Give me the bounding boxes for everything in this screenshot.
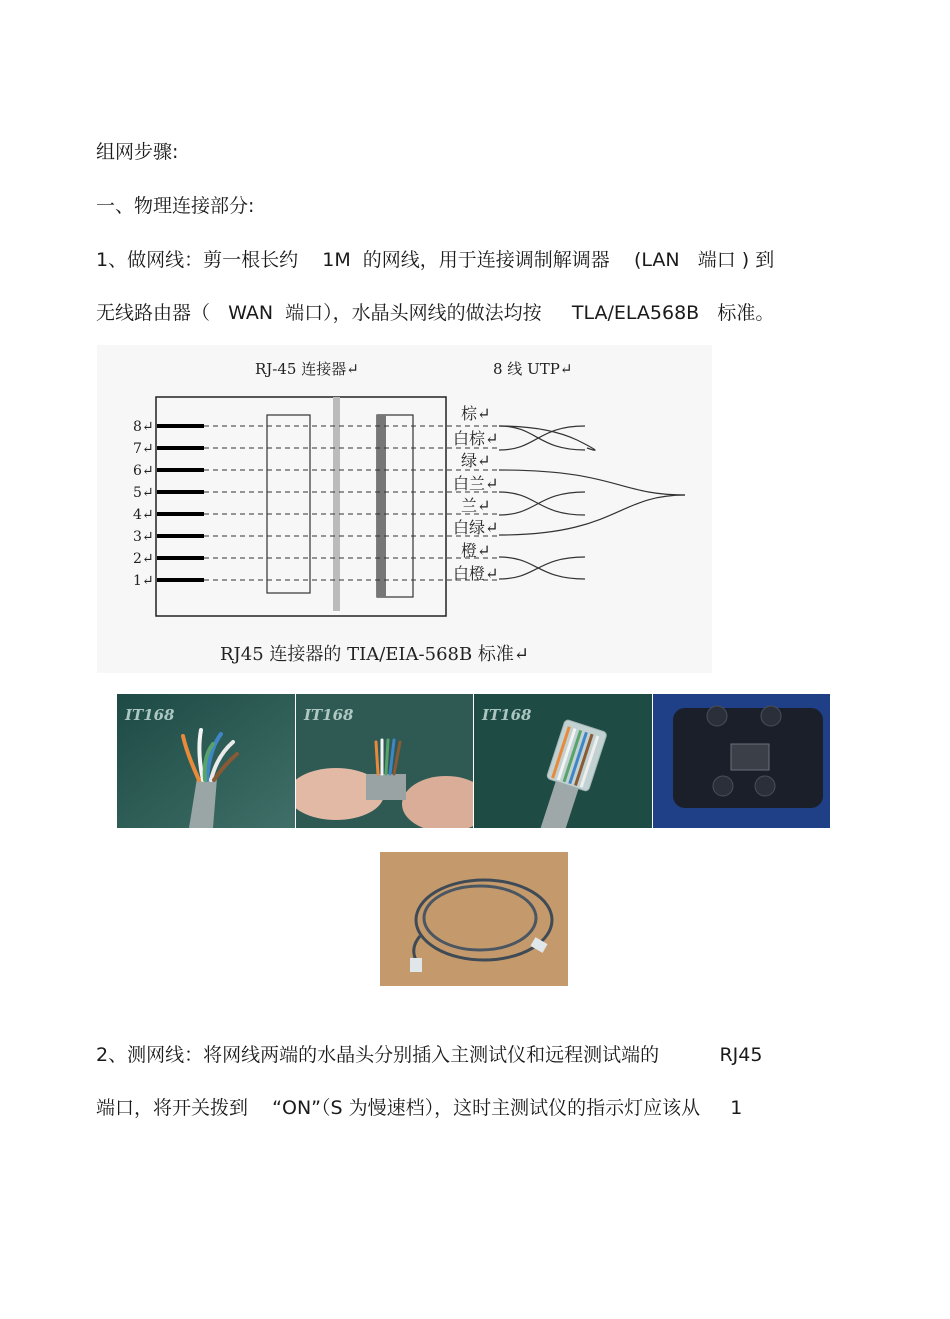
- pin-number: 2↵: [133, 551, 154, 567]
- diagram-caption: RJ45 连接器的 TIA/EIA-568B 标准↵: [220, 644, 530, 665]
- pin-number: 5↵: [133, 485, 154, 501]
- photo-stripped-cable: [117, 694, 295, 828]
- photo-watermark: IT168: [304, 706, 354, 724]
- photo-rj45-plug: [474, 694, 652, 828]
- photo-finished-cable: [380, 852, 568, 986]
- wire-color-label: 白兰↵: [453, 474, 499, 493]
- paragraph-line: 1、做网线：剪一根长约 1M 的网线，用于连接调制解调器 (LAN 端口 ) 到: [96, 249, 775, 271]
- wire-color-label: 白棕↵: [453, 429, 499, 448]
- section-heading: 一、物理连接部分:: [96, 195, 255, 217]
- contact-strip: [377, 415, 386, 597]
- pin-number: 6↵: [133, 463, 154, 479]
- wire-color-label: 兰↵: [461, 496, 491, 515]
- photo-crimping-tool: [653, 694, 830, 828]
- paragraph-line: 无线路由器（ WAN 端口），水晶头网线的做法均按 TLA/ELA568B 标准。: [96, 302, 775, 324]
- connector-label: RJ-45 连接器↵: [255, 360, 359, 378]
- pin-number: 3↵: [133, 529, 154, 545]
- wire-color-label: 白绿↵: [453, 518, 499, 537]
- pin-number: 1↵: [133, 573, 154, 589]
- photo-watermark: IT168: [482, 706, 532, 724]
- utp-label: 8 线 UTP↵: [493, 360, 573, 378]
- paragraph-line: 端口，将开关拨到 “ON”（S 为慢速档），这时主测试仪的指示灯应该从 1: [96, 1097, 743, 1119]
- heading-steps: 组网步骤:: [96, 141, 179, 163]
- connector-divider: [333, 397, 340, 611]
- paragraph-line: 2、测网线：将网线两端的水晶头分别插入主测试仪和远程测试端的 RJ45: [96, 1044, 763, 1066]
- wire-color-label: 绿↵: [461, 451, 491, 470]
- wire-color-label: 橙↵: [461, 541, 491, 560]
- wire-color-label: 白橙↵: [453, 564, 499, 583]
- pin-number: 7↵: [133, 441, 154, 457]
- photo-watermark: IT168: [125, 706, 175, 724]
- rj45-wiring-diagram: [97, 345, 712, 673]
- photo-wires-in-fingers: [296, 694, 473, 828]
- pin-number: 8↵: [133, 419, 154, 435]
- pin-number: 4↵: [133, 507, 154, 523]
- wire-color-label: 棕↵: [461, 404, 491, 423]
